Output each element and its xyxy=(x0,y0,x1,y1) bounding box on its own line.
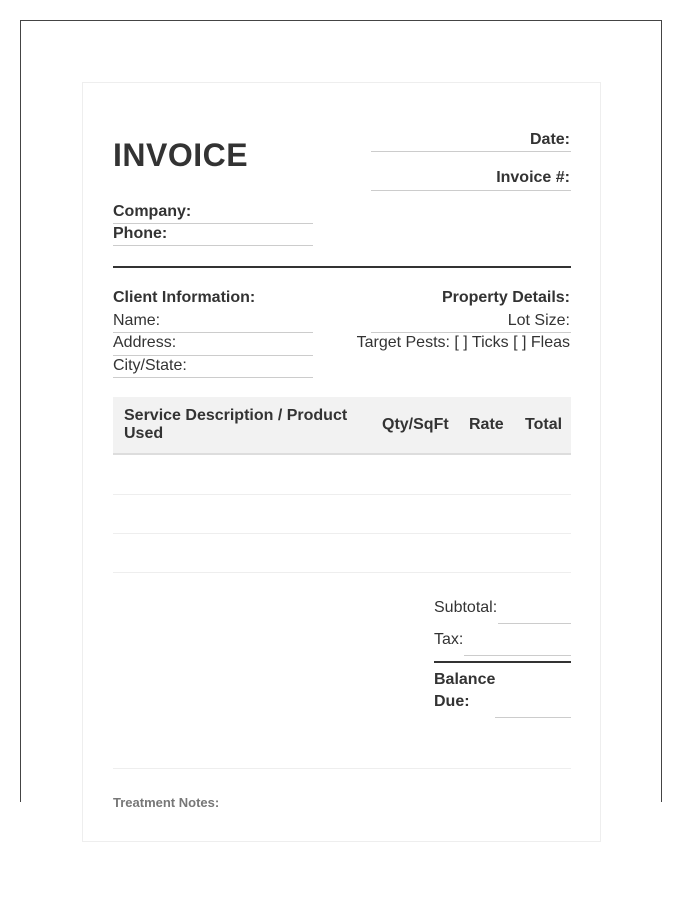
client-address-label: Address: xyxy=(113,334,177,351)
header-divider xyxy=(113,266,571,268)
column-header-rate: Rate xyxy=(469,416,504,433)
lot-size-field[interactable] xyxy=(371,332,571,333)
column-header-total: Total xyxy=(525,416,563,433)
column-header-description: Service Description / Product Used xyxy=(124,407,348,442)
property-details-heading: Property Details: xyxy=(441,289,570,306)
subtotal-label: Subtotal: xyxy=(434,599,498,616)
balance-due-label: Balance Due: xyxy=(434,671,496,710)
balance-due-field[interactable] xyxy=(495,717,571,718)
client-city-state-label: City/State: xyxy=(113,357,187,374)
subtotal-field[interactable] xyxy=(498,623,571,624)
date-field[interactable] xyxy=(371,151,571,152)
client-info-heading: Client Information: xyxy=(113,289,256,306)
invoice-title: INVOICE xyxy=(113,137,249,173)
table-row[interactable] xyxy=(113,533,571,534)
date-label: Date: xyxy=(529,131,570,148)
company-label: Company: xyxy=(113,203,192,220)
tax-field[interactable] xyxy=(464,655,571,656)
lot-size-label: Lot Size: xyxy=(507,312,570,329)
treatment-notes-label: Treatment Notes: xyxy=(113,795,220,810)
target-pests-label[interactable]: Target Pests: [ ] Ticks [ ] Fleas xyxy=(356,334,570,351)
client-name-label: Name: xyxy=(113,312,161,329)
table-row[interactable] xyxy=(113,572,571,573)
invoice-number-label: Invoice #: xyxy=(496,169,570,186)
phone-label: Phone: xyxy=(113,225,168,242)
phone-field[interactable] xyxy=(113,245,313,246)
document-viewport xyxy=(20,20,662,810)
column-header-qty: Qty/SqFt xyxy=(382,416,449,433)
tax-label: Tax: xyxy=(434,631,464,648)
invoice-page xyxy=(82,82,601,842)
client-address-field[interactable] xyxy=(113,355,313,356)
service-table-header xyxy=(113,397,571,455)
invoice-number-field[interactable] xyxy=(371,190,571,191)
client-name-field[interactable] xyxy=(113,332,313,333)
balance-divider xyxy=(434,661,571,663)
client-city-state-field[interactable] xyxy=(113,377,313,378)
notes-divider xyxy=(113,768,571,769)
company-field[interactable] xyxy=(113,223,313,224)
table-row[interactable] xyxy=(113,494,571,495)
